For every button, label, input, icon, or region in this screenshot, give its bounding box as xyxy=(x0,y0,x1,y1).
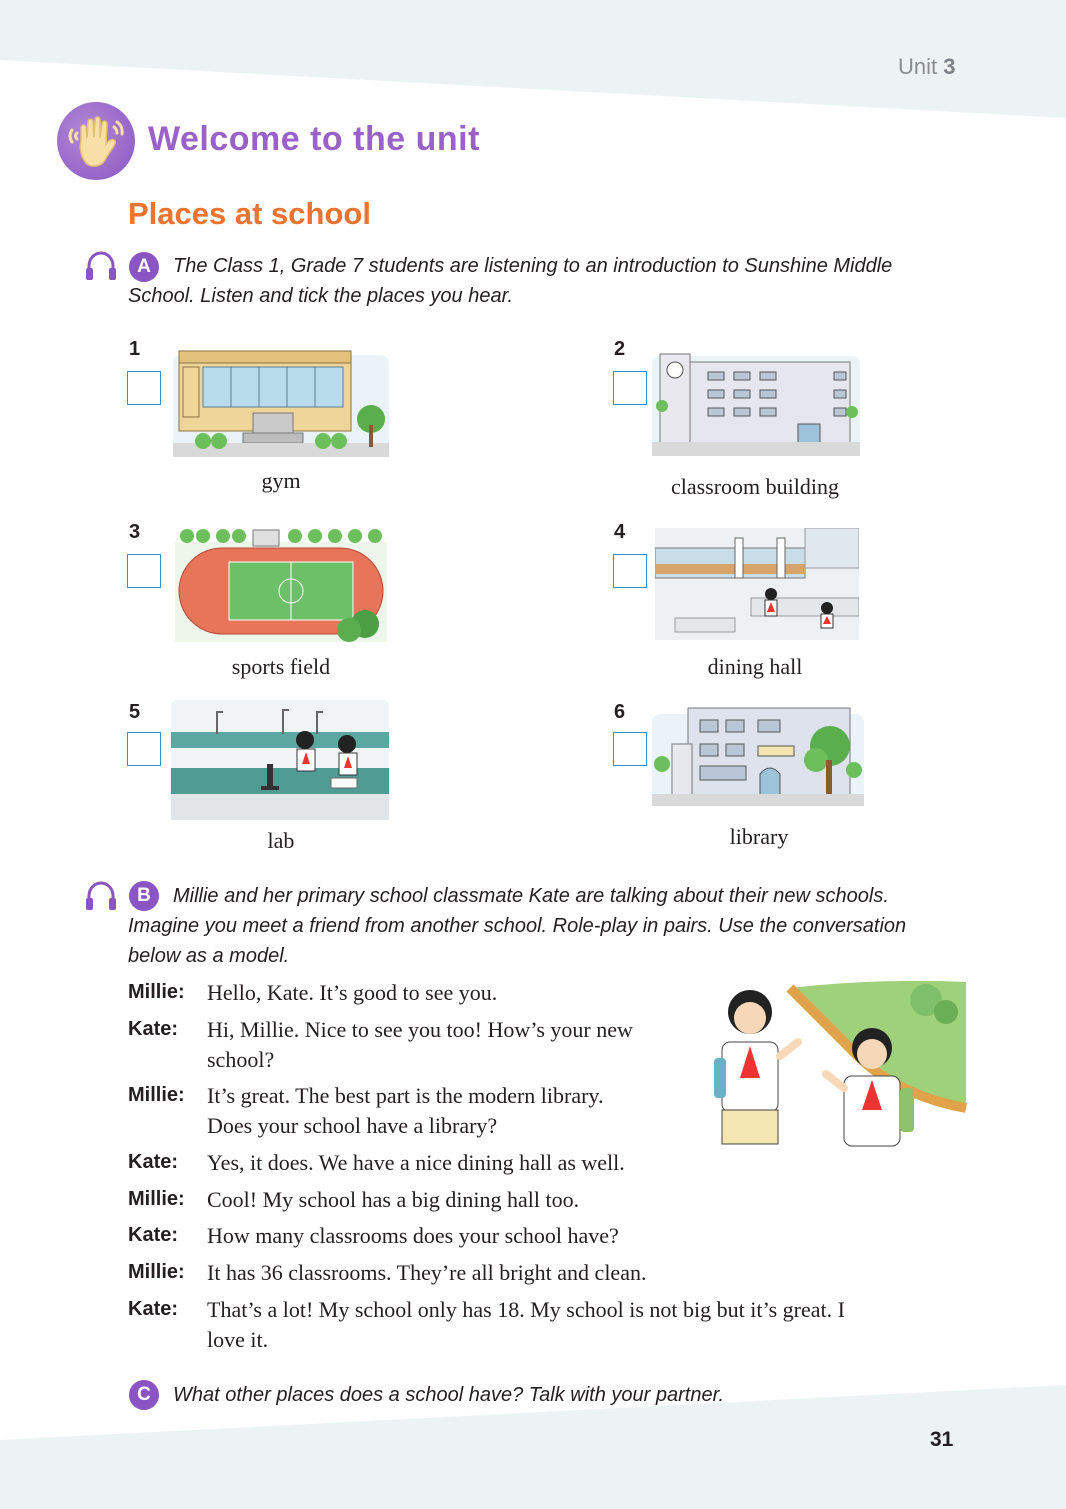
activity-c-badge: C xyxy=(129,1380,159,1410)
sports-field-illustration xyxy=(175,524,387,642)
item-number-2: 2 xyxy=(614,338,626,360)
speech-text: Hello, Kate. It’s good to see you. xyxy=(207,980,498,1005)
speaker-name: Millie: xyxy=(128,1188,185,1210)
caption-library: library xyxy=(729,824,789,849)
activity-a-badge: A xyxy=(129,252,159,282)
classroom-building-illustration xyxy=(652,350,860,458)
item-number-4: 4 xyxy=(614,521,626,543)
speech-text-continued: school? xyxy=(207,1047,275,1072)
headphones-icon xyxy=(84,250,118,282)
speaker-name: Kate: xyxy=(128,1298,179,1320)
dining-hall-illustration xyxy=(655,528,859,640)
tick-box-lab[interactable] xyxy=(127,732,161,766)
activity-c-instruction: What other places does a school have? Talk with your partner. xyxy=(173,1384,725,1406)
item-number-1: 1 xyxy=(129,338,141,360)
activity-b-badge: B xyxy=(129,881,159,911)
tick-box-dining-hall[interactable] xyxy=(613,554,647,588)
speech-text-continued: Does your school have a library? xyxy=(207,1113,498,1138)
speaker-name: Millie: xyxy=(128,1261,185,1283)
tick-box-gym[interactable] xyxy=(127,371,161,405)
activity-a-instruction-line2: School. Listen and tick the places you hear. xyxy=(128,285,514,307)
speech-text: Hi, Millie. Nice to see you too! How’s your new xyxy=(207,1017,633,1042)
unit-word: Unit xyxy=(898,54,938,79)
speech-text: That’s a lot! My school only has 18. My school is not big but it’s great. I xyxy=(207,1297,845,1322)
activity-a-instruction-line1: The Class 1, Grade 7 students are listening to an introduction to Sunshine Middle xyxy=(173,255,893,277)
activity-b-instruction-line3: below as a model. xyxy=(128,945,290,967)
speech-text-continued: love it. xyxy=(207,1327,269,1352)
speech-text: How many classrooms does your school have? xyxy=(207,1223,619,1248)
page-number: 31 xyxy=(930,1428,954,1451)
item-number-6: 6 xyxy=(614,701,626,723)
speech-text: Yes, it does. We have a nice dining hall as well. xyxy=(207,1150,625,1175)
caption-lab: lab xyxy=(267,828,295,853)
caption-sports-field: sports field xyxy=(231,654,331,679)
gym-illustration xyxy=(173,345,389,463)
waving-hand-icon xyxy=(57,102,135,180)
caption-dining-hall: dining hall xyxy=(707,654,803,679)
welcome-title: Welcome to the unit xyxy=(148,120,480,158)
lab-illustration xyxy=(171,700,389,820)
caption-classroom-building: classroom building xyxy=(670,474,840,499)
tick-box-library[interactable] xyxy=(613,732,647,766)
unit-number: 3 xyxy=(943,54,956,79)
activity-b-instruction-line1: Millie and her primary school classmate Kate are talking about their new schools. xyxy=(173,885,889,907)
speaker-name: Millie: xyxy=(128,1084,185,1106)
speech-text: It has 36 classrooms. They’re all bright and clean. xyxy=(207,1260,647,1285)
activity-b-instruction-line2: Imagine you meet a friend from another school. Role-play in pairs. Use the conversation xyxy=(128,915,907,937)
tick-box-classroom-building[interactable] xyxy=(613,371,647,405)
speaker-name: Kate: xyxy=(128,1224,179,1246)
welcome-badge xyxy=(57,102,135,180)
headphones-icon xyxy=(84,880,118,912)
tick-box-sports-field[interactable] xyxy=(127,554,161,588)
speech-text: Cool! My school has a big dining hall too. xyxy=(207,1187,580,1212)
caption-gym: gym xyxy=(261,468,301,493)
item-number-5: 5 xyxy=(129,701,141,723)
speech-text: It’s great. The best part is the modern library. xyxy=(207,1083,604,1108)
speaker-name: Kate: xyxy=(128,1018,179,1040)
speaker-name: Millie: xyxy=(128,981,185,1003)
unit-label xyxy=(898,54,956,80)
item-number-3: 3 xyxy=(129,521,141,543)
speaker-name: Kate: xyxy=(128,1151,179,1173)
section-title: Places at school xyxy=(128,196,371,231)
conversation-illustration xyxy=(700,978,968,1150)
library-illustration xyxy=(652,704,864,808)
